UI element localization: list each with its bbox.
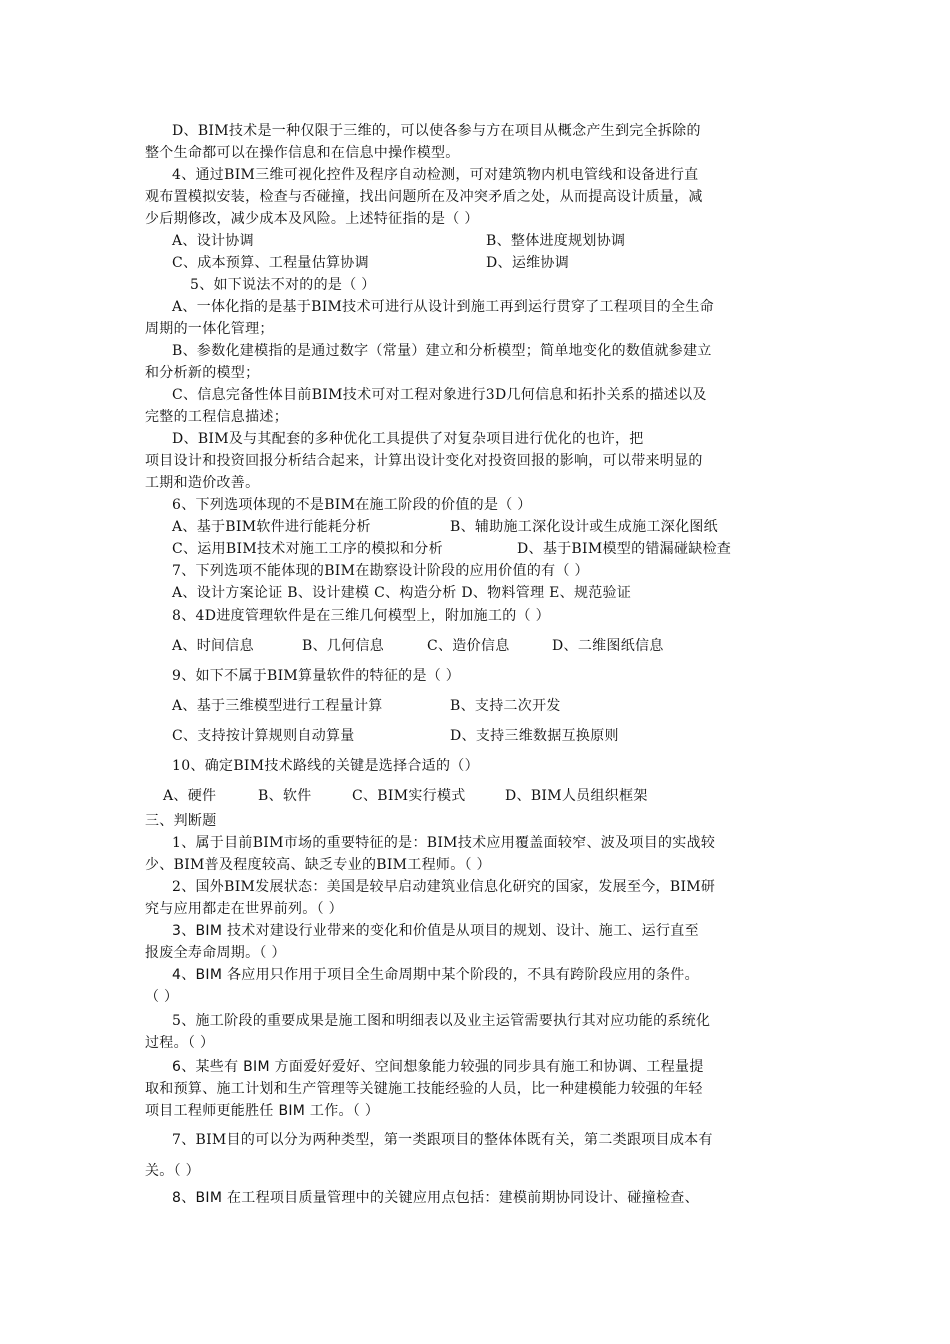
text-line: D、BIM技术是一种仅限于三维的，可以使各参与方在项目从概念产生到完全拆除的 <box>172 123 701 139</box>
text-line: （ ） <box>145 989 179 1005</box>
text-line: 究与应用都走在世界前列。（ ） <box>145 901 343 917</box>
text-line: 工期和造价改善。 <box>145 475 260 491</box>
text-line: 2、国外BIM发展状态：美国是较早启动建筑业信息化研究的国家，发展至今，BIM研 <box>172 879 716 895</box>
option-c: C、支持按计算规则自动算量 <box>172 728 355 744</box>
text-line: 少后期修改，减少成本及风险。上述特征指的是（ ） <box>145 211 479 227</box>
text-line: A、一体化指的是基于BIM技术可进行从设计到施工再到运行贯穿了工程项目的全生命 <box>172 299 714 315</box>
text-line: B、参数化建模指的是通过数字（常量）建立和分析模型；简单地变化的数值就参建立 <box>172 343 712 359</box>
option-c: C、成本预算、工程量估算协调 <box>172 255 369 271</box>
option-d: D、运维协调 <box>486 255 570 271</box>
text-line: 取和预算、施工计划和生产管理等关键施工技能经验的人员，比一种建模能力较强的年轻 <box>145 1081 703 1097</box>
option-b: B、辅助施工深化设计或生成施工深化图纸 <box>450 519 718 535</box>
option-d: D、BIM人员组织框架 <box>505 788 648 804</box>
option-row: A、设计方案论证 B、设计建模 C、构造分析 D、物料管理 E、规范验证 <box>172 585 632 601</box>
text-line: 项目设计和投资回报分析结合起来，计算出设计变化对投资回报的影响，可以带来明显的 <box>145 453 703 469</box>
text-line: 报废全寿命周期。（ ） <box>145 945 286 961</box>
text-line: 过程。（ ） <box>145 1035 215 1051</box>
option-a: A、硬件 <box>163 788 217 804</box>
section-heading: 三、判断题 <box>145 813 217 829</box>
option-a: A、设计协调 <box>172 233 254 249</box>
text-line: 4、BIM 各应用只作用于项目全生命周期中某个阶段的，不具有跨阶段应用的条件。 <box>172 967 699 983</box>
text-line: 和分析新的模型； <box>145 365 260 381</box>
option-a: A、时间信息 <box>172 638 254 654</box>
text-line: 完整的工程信息描述； <box>145 409 288 425</box>
text-line: 周期的一体化管理； <box>145 321 274 337</box>
text-line: 项目工程师更能胜任 BIM 工作。（ ） <box>145 1103 380 1119</box>
text-line: 少、BIM普及程度较高、缺乏专业的BIM工程师。（ ） <box>145 857 491 873</box>
question-title: 8、4D进度管理软件是在三维几何模型上，附加施工的（ ） <box>172 608 550 624</box>
option-c: C、运用BIM技术对施工工序的模拟和分析 <box>172 541 443 557</box>
text-line: 1、属于目前BIM市场的重要特征的是：BIM技术应用覆盖面较窄、波及项目的实战较 <box>172 835 716 851</box>
question-title: 6、下列选项体现的不是BIM在施工阶段的价值的是（ ） <box>172 497 532 513</box>
option-a: A、基于三维模型进行工程量计算 <box>172 698 383 714</box>
text-line: 观布置模拟安装，检查与否碰撞，找出问题所在及冲突矛盾之处，从而提高设计质量，减 <box>145 189 703 205</box>
option-b: B、支持二次开发 <box>450 698 561 714</box>
text-line: 8、BIM 在工程项目质量管理中的关键应用点包括：建模前期协同设计、碰撞检查、 <box>172 1190 699 1206</box>
question-title: 10、确定BIM技术路线的关键是选择合适的（） <box>172 758 479 774</box>
text-line: 整个生命都可以在操作信息和在信息中操作模型。 <box>145 145 460 161</box>
option-d: D、支持三维数据互换原则 <box>450 728 619 744</box>
option-a: A、基于BIM软件进行能耗分析 <box>172 519 371 535</box>
question-title: 5、如下说法不对的的是（ ） <box>190 277 376 293</box>
text-line: 3、BIM 技术对建设行业带来的变化和价值是从项目的规划、设计、施工、运行直至 <box>172 923 699 939</box>
option-b: B、软件 <box>258 788 312 804</box>
text-line: 4、通过BIM三维可视化控件及程序自动检测，可对建筑物内机电管线和设备进行直 <box>172 167 699 183</box>
option-d: D、二维图纸信息 <box>552 638 664 654</box>
option-c: C、BIM实行模式 <box>352 788 466 804</box>
text-line: 6、某些有 BIM 方面爱好爱好、空间想象能力较强的同步具有施工和协调、工程量提 <box>172 1059 704 1075</box>
question-title: 9、如下不属于BIM算量软件的特征的是（ ） <box>172 668 461 684</box>
text-line: D、BIM及与其配套的多种优化工具提供了对复杂项目进行优化的也许，把 <box>172 431 644 447</box>
option-c: C、造价信息 <box>427 638 510 654</box>
question-title: 7、下列选项不能体现的BIM在勘察设计阶段的应用价值的有（ ） <box>172 563 589 579</box>
text-line: 5、施工阶段的重要成果是施工图和明细表以及业主运管需要执行其对应功能的系统化 <box>172 1013 711 1029</box>
option-b: B、几何信息 <box>302 638 385 654</box>
option-d: D、基于BIM模型的错漏碰缺检查 <box>517 541 732 557</box>
option-b: B、整体进度规划协调 <box>486 233 626 249</box>
text-line: 7、BIM目的可以分为两种类型，第一类跟项目的整体体既有关，第二类跟项目成本有 <box>172 1132 713 1148</box>
text-line: C、信息完备性体目前BIM技术可对工程对象进行3D几何信息和拓扑关系的描述以及 <box>172 387 707 403</box>
text-line: 关。（ ） <box>145 1163 200 1179</box>
